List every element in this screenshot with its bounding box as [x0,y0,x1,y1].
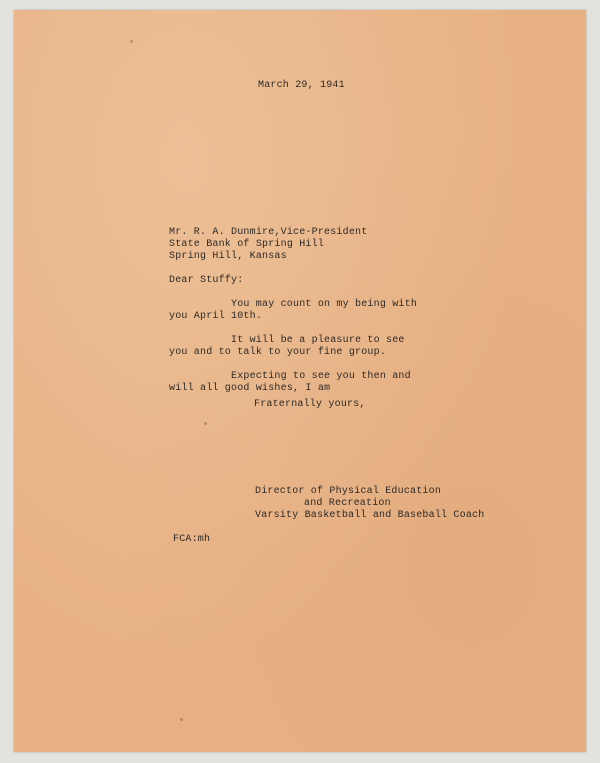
paragraph-3-line-1: Expecting to see you then and [231,371,411,382]
recipient-line-1: Mr. R. A. Dunmire,Vice-President [169,227,368,238]
signature-title-line-1: Director of Physical Education [255,486,442,497]
signature-title-line-2: and Recreation [304,498,391,509]
letter-date: March 29, 1941 [258,80,345,91]
signature-title-line-3: Varsity Basketball and Baseball Coach [255,510,485,521]
complimentary-close: Fraternally yours, [254,399,366,410]
reference-initials: FCA:mh [173,534,211,545]
recipient-line-2: State Bank of Spring Hill [169,239,325,250]
paper-speck [180,718,183,721]
letter-page [14,10,586,752]
salutation: Dear Stuffy: [169,275,244,286]
recipient-line-3: Spring Hill, Kansas [169,251,287,262]
faint-pencil-mark [423,183,575,233]
paragraph-3-line-2: will all good wishes, I am [169,383,331,394]
paragraph-2-line-2: you and to talk to your fine group. [169,347,387,358]
paragraph-1-line-1: You may count on my being with [231,299,418,310]
paper-speck [204,422,207,425]
paragraph-1-line-2: you April 10th. [169,311,263,322]
paragraph-2-line-1: It will be a pleasure to see [231,335,405,346]
paper-speck [130,40,133,43]
